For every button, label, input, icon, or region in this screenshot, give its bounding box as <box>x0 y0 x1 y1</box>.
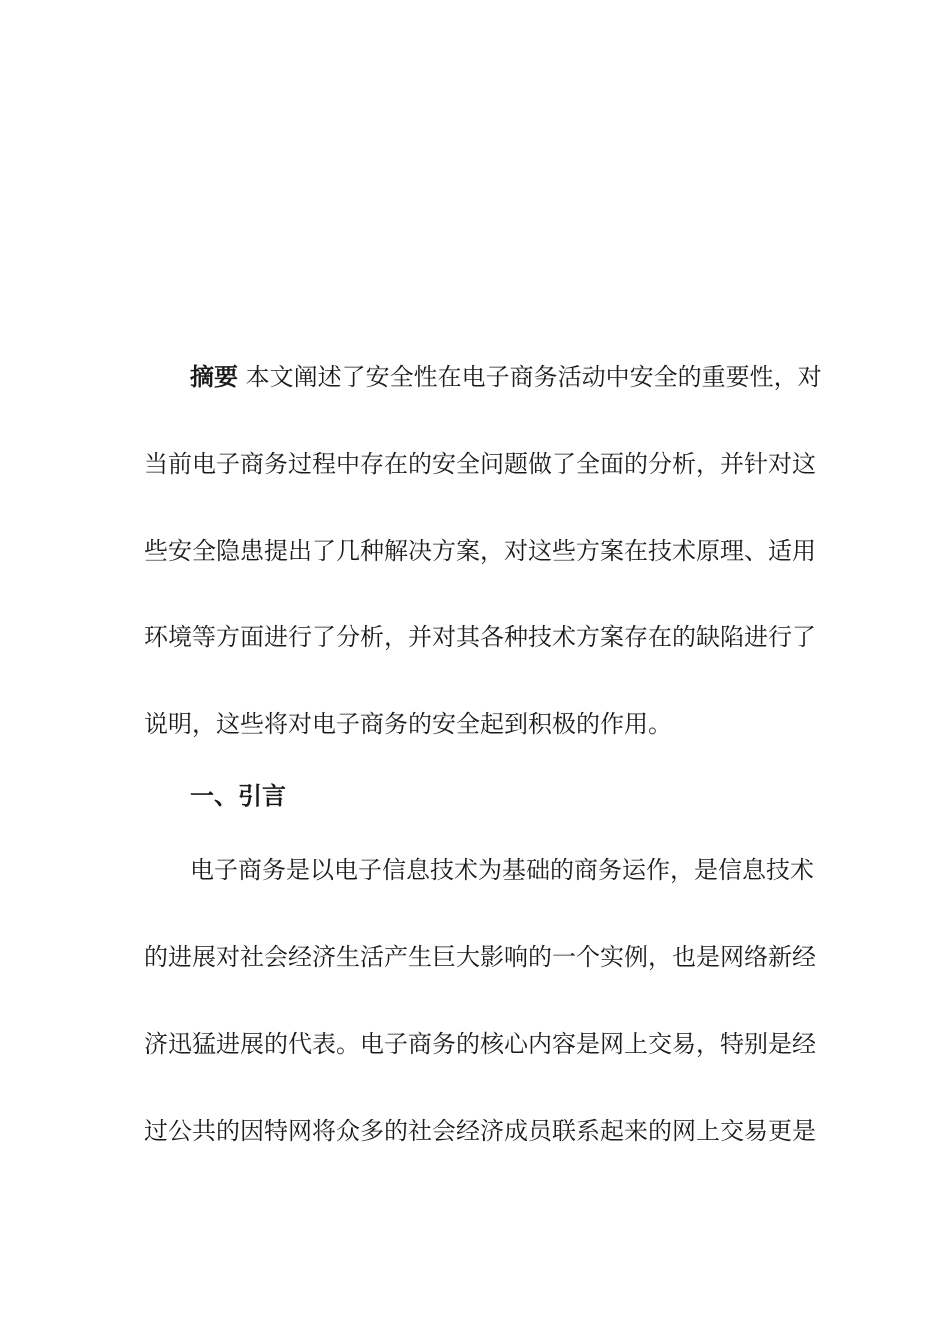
abstract-line-2: 当前电子商务过程中存在的安全问题做了全面的分析，并针对这 <box>144 450 816 478</box>
section-heading-introduction: 一、引言 <box>190 782 286 810</box>
intro-line-3: 济迅猛进展的代表。电子商务的核心内容是网上交易，特别是经 <box>144 1030 816 1058</box>
abstract-label: 摘要 <box>190 363 238 391</box>
abstract-line-4: 环境等方面进行了分析，并对其各种技术方案存在的缺陷进行了 <box>144 623 816 651</box>
abstract-line-5: 说明，这些将对电子商务的安全起到积极的作用。 <box>144 710 672 738</box>
abstract-line-1 <box>190 362 822 392</box>
abstract-line-3: 些安全隐患提出了几种解决方案，对这些方案在技术原理、适用 <box>144 537 816 565</box>
intro-line-1: 电子商务是以电子信息技术为基础的商务运作，是信息技术 <box>190 856 814 884</box>
intro-line-2: 的进展对社会经济生活产生巨大影响的一个实例，也是网络新经 <box>144 943 816 971</box>
abstract-text-1: 本文阐述了安全性在电子商务活动中安全的重要性，对 <box>245 363 822 391</box>
intro-line-4: 过公共的因特网将众多的社会经济成员联系起来的网上交易更是 <box>144 1117 816 1145</box>
